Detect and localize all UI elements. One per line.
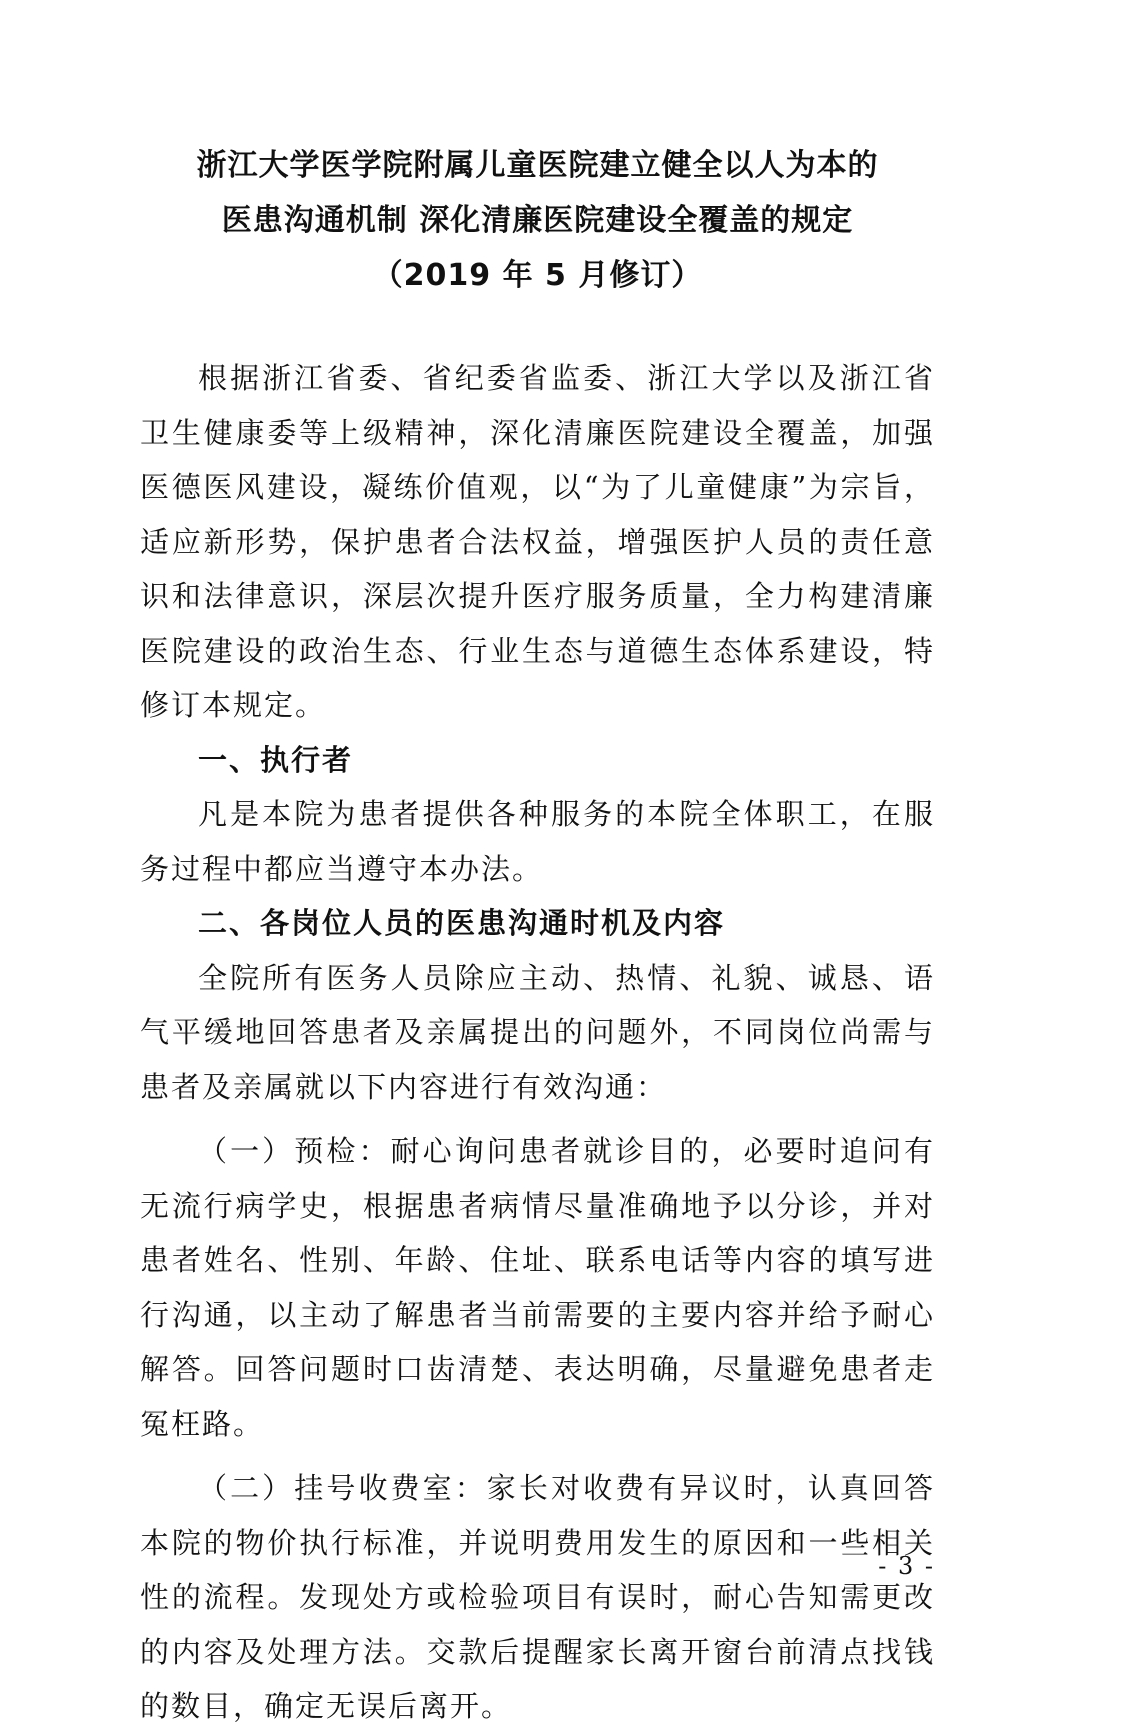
document-title bbox=[140, 138, 935, 303]
section-1-heading: 一、执行者 bbox=[198, 742, 354, 777]
section-2-item-2: （二）挂号收费室：家长对收费有异议时，认真回答本院的物价执行标准，并说明费用发生的原因和一些相关性的流程。发现处方或检验项目有误时，耐心告知需更改的内容及处理方法。交款后提醒家长离开窗台前清点找钱的数目，确定无误后离开。 bbox=[140, 1471, 935, 1723]
document-body bbox=[140, 351, 935, 1734]
section-1-paragraph: 凡是本院为患者提供各种服务的本院全体职工，在服务过程中都应当遵守本办法。 bbox=[140, 797, 935, 886]
title-line-1: 浙江大学医学院附属儿童医院建立健全以人为本的 bbox=[196, 148, 879, 183]
intro-paragraph: 根据浙江省委、省纪委省监委、浙江大学以及浙江省卫生健康委等上级精神，深化清廉医院建设全覆盖，加强医德医风建设，凝练价值观，以“为了儿童健康”为宗旨，适应新形势，保护患者合法权益，增强医护人员的责任意识和法律意识，深层次提升医疗服务质量，全力构建清廉医院建设的政治生态、行业生态与道德生态体系建设，特修订本规定。 bbox=[140, 361, 935, 722]
section-2-item-1: （一）预检：耐心询问患者就诊目的，必要时追问有无流行病学史，根据患者病情尽量准确地予以分诊，并对患者姓名、性别、年龄、住址、联系电话等内容的填写进行沟通，以主动了解患者当前需要的主要内容并给予耐心解答。回答问题时口齿清楚、表达明确，尽量避免患者走冤枉路。 bbox=[140, 1134, 935, 1441]
title-line-2: 医患沟通机制 深化清廉医院建设全覆盖的规定 bbox=[221, 203, 854, 238]
title-line-3: （2019 年 5 月修订） bbox=[372, 258, 703, 293]
section-2-paragraph: 全院所有医务人员除应主动、热情、礼貌、诚恳、语气平缓地回答患者及亲属提出的问题外，不同岗位尚需与患者及亲属就以下内容进行有效沟通： bbox=[140, 960, 935, 1104]
page-number: - 3 - bbox=[878, 1552, 935, 1580]
section-2-heading: 二、各岗位人员的医患沟通时机及内容 bbox=[198, 906, 726, 940]
